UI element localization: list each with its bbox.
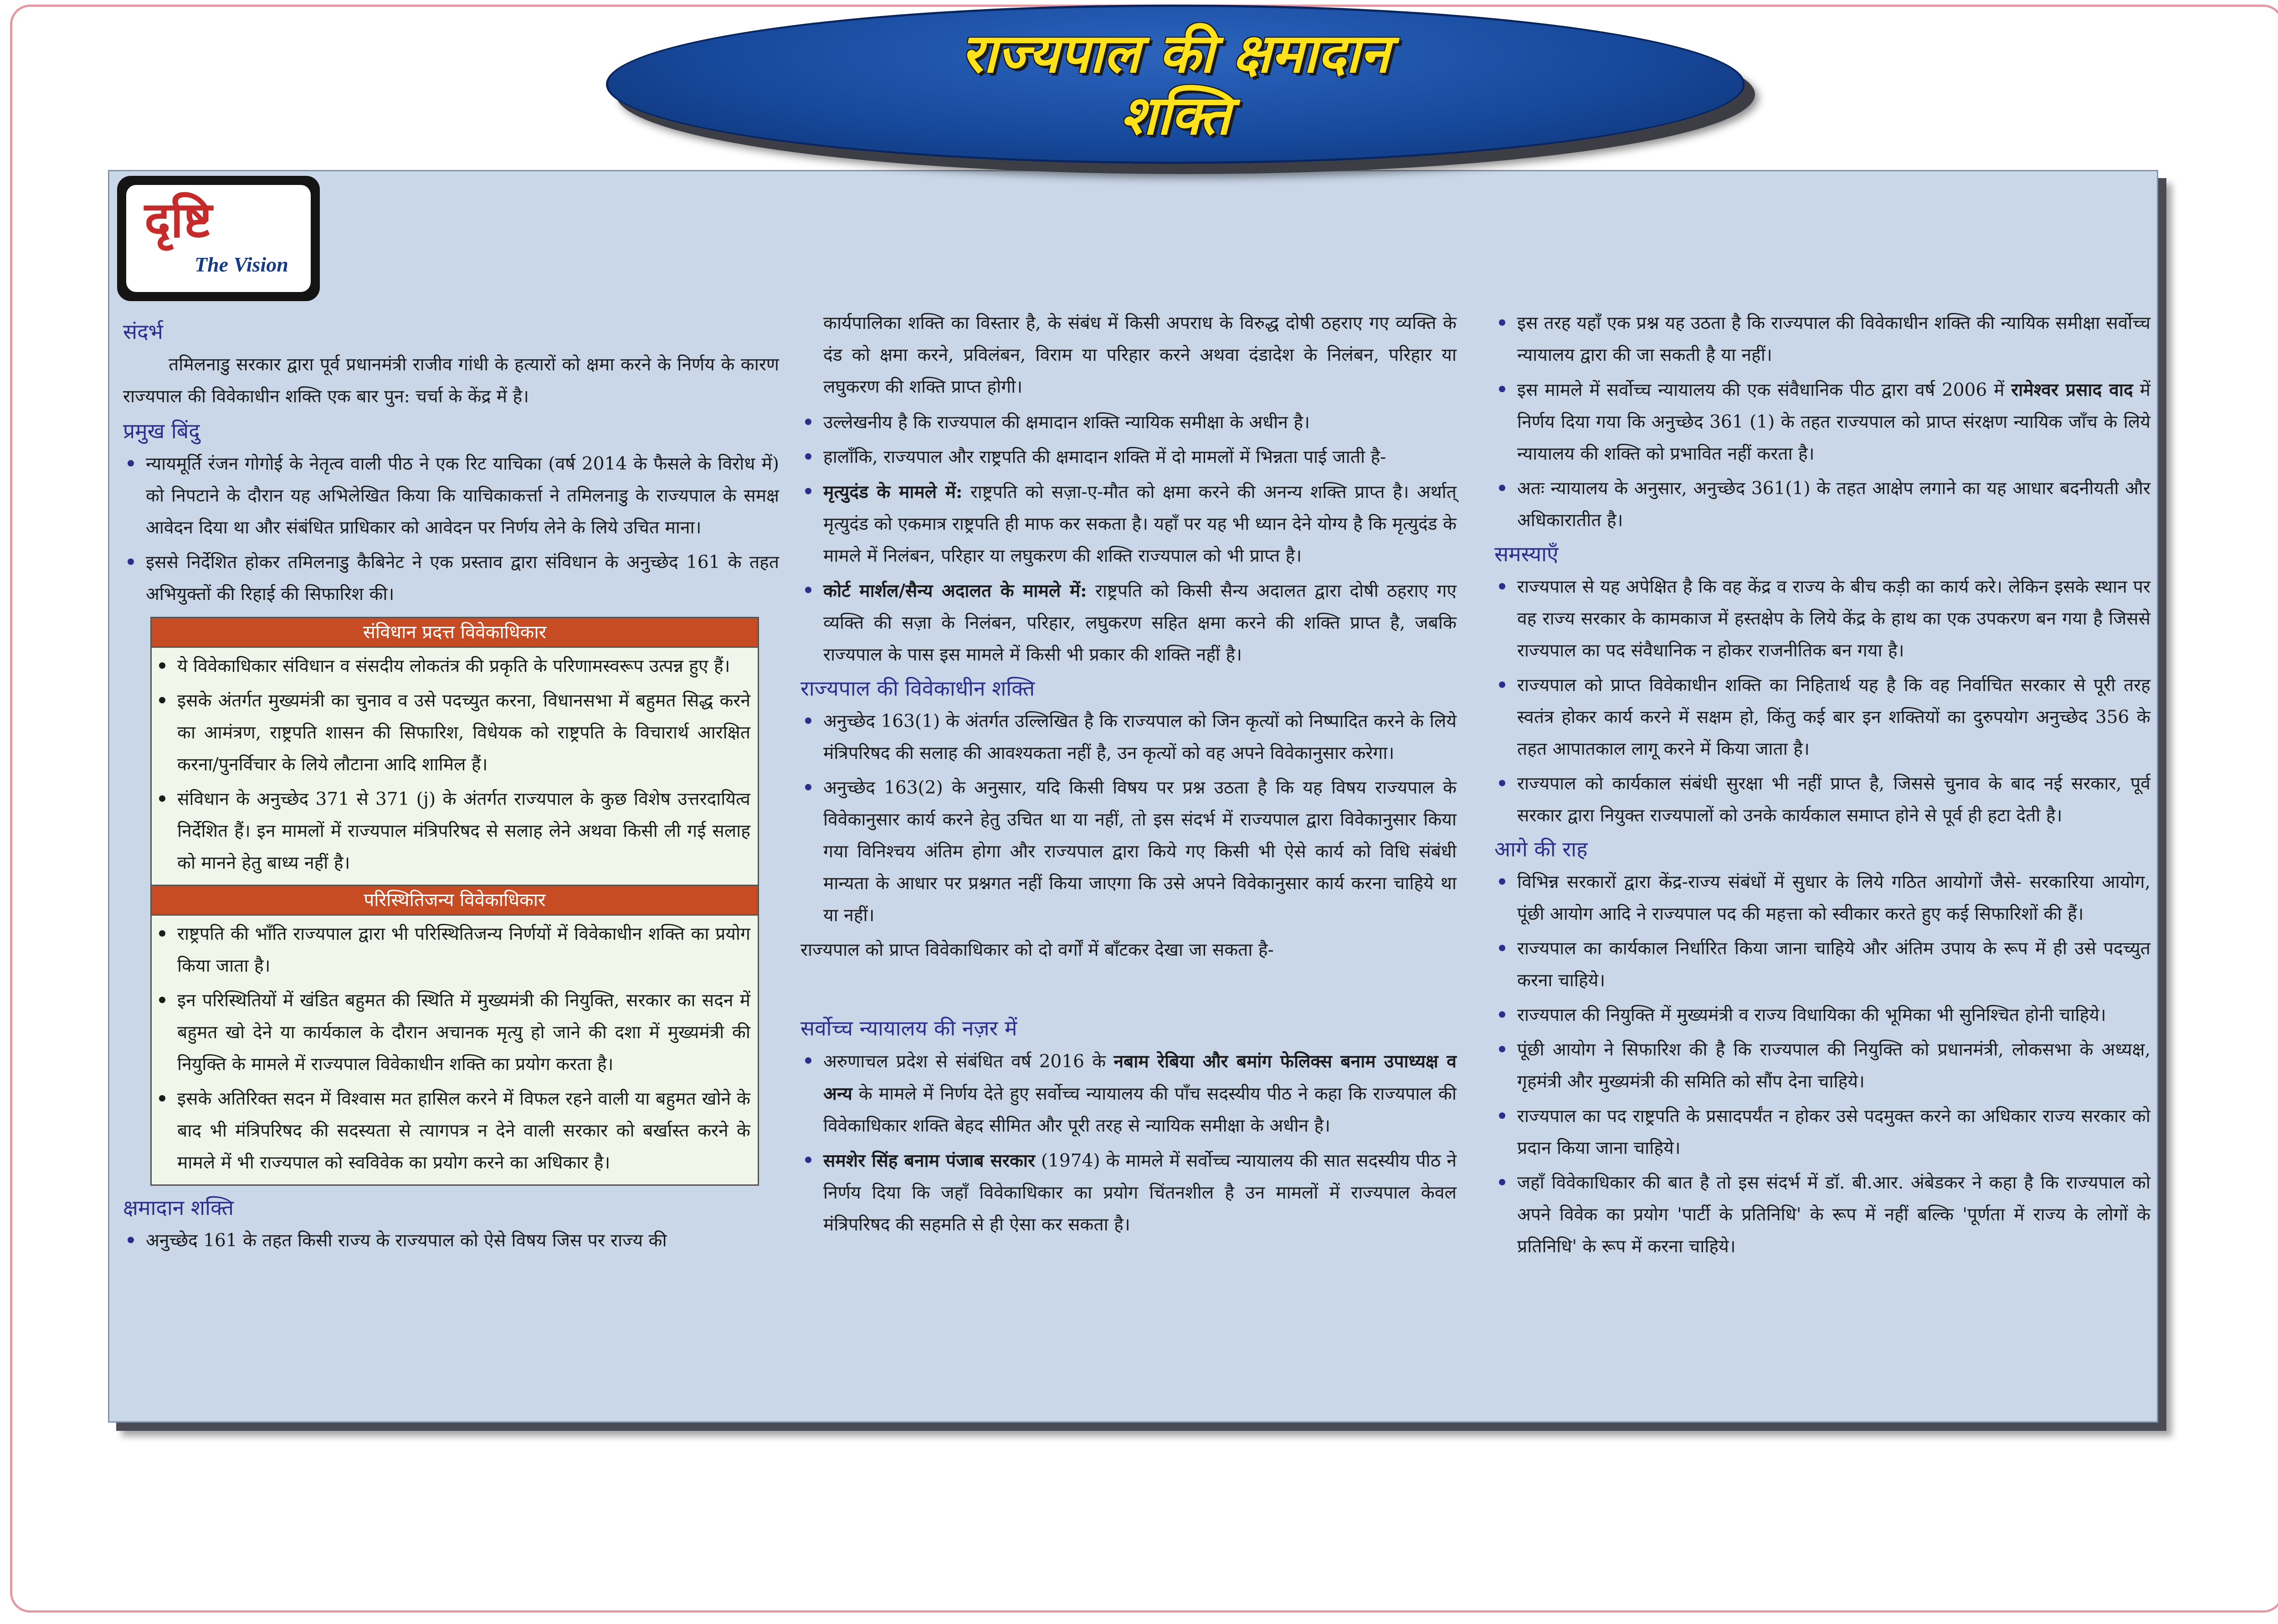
continuation-text: कार्यपालिका शक्ति का विस्तार है, के संबंध में किसी अपराध के विरुद्ध दोषी ठहराए गए व्यक्ति के दंड को क्षमा करने, प्रविलंबन, विराम या परिहार करने अथवा दंडादेश के निलंबन, परिहार या लघुकरण की शक्ति प्राप्त होगी। bbox=[823, 313, 1457, 397]
constitutional-discretion-box bbox=[150, 617, 759, 1186]
list-item: अतः न्यायालय के अनुसार, अनुच्छेद 361(1) के तहत आक्षेप लगाने का यह आधार बदनीयती और अधिकारातीत है। bbox=[1494, 473, 2150, 537]
column-2 bbox=[800, 307, 1457, 1244]
list-item: अनुच्छेद 163(2) के अनुसार, यदि किसी विषय पर प्रश्न उठता है कि यह विषय राज्यपाल के विवेकानुसार कार्य करने हेतु उचित था या नहीं, तो इस संदर्भ में राज्यपाल द्वारा विवेकानुसार किया गया विनिश्चय अंतिम होगा और राज्यपाल द्वारा किये गए किसी भी ऐसे कार्य को विधि संबंधी मान्यता के आधार पर प्रश्नगत नहीं किया जाएगा कि उसे अपने विवेकानुसार कार्य करना चाहिये था या नहीं। bbox=[800, 772, 1457, 932]
list-item: विभिन्न सरकारों द्वारा केंद्र-राज्य संबंधों में सुधार के लिये गठित आयोगों जैसे- सरकारिया आयोग, पूंछी आयोग आदि ने राज्यपाल पद की महत्ता को स्वीकार करते हुए कई सिफारिशों की हैं। bbox=[1494, 866, 2150, 930]
list-item: राज्यपाल का कार्यकाल निर्धारित किया जाना चाहिये और अंतिम उपाय के रूप में ही उसे पदच्युत करना चाहिये। bbox=[1494, 933, 2150, 997]
drishti-logo bbox=[117, 176, 320, 301]
problems-heading: समस्याएँ bbox=[1494, 542, 1559, 566]
discretion-note: राज्यपाल को प्राप्त विवेकाधिकार को दो वर्गों में बाँटकर देखा जा सकता है- bbox=[800, 940, 1274, 960]
column-1 bbox=[123, 314, 779, 1260]
list-item: जहाँ विवेकाधिकार की बात है तो इस संदर्भ में डॉ. बी.आर. अंबेडकर ने कहा है कि राज्यपाल को अपने विवेक का प्रयोग 'पार्टी के प्रतिनिधि' के रूप में नहीं बल्कि 'पूर्णता में राज्य के लोगों के प्रतिनिधि' के रूप में करना चाहिये। bbox=[1494, 1167, 2150, 1263]
list-item: कोर्ट मार्शल/सैन्य अदालत के मामले में: राष्ट्रपति को किसी सैन्य अदालत द्वारा दोषी ठहराए गए व्यक्ति की सज़ा के निलंबन, परिहार, लघुकरण सहित क्षमा करने की शक्ति प्राप्त है, जबकि राज्यपाल के पास इस मामले में किसी भी प्रकार की शक्ति नहीं है। bbox=[800, 575, 1457, 671]
list-item: राज्यपाल का पद राष्ट्रपति के प्रसादपर्यंत न होकर उसे पदमुक्त करने का अधिकार राज्य सरकार को प्रदान किया जाना चाहिये। bbox=[1494, 1101, 2150, 1164]
context-paragraph: तमिलनाडु सरकार द्वारा पूर्व प्रधानमंत्री राजीव गांधी के हत्यारों को क्षमा करने के निर्णय के कारण राज्यपाल की विवेकाधीन शक्ति एक बार पुन: चर्चा के केंद्र में है। bbox=[123, 354, 779, 407]
list-item: हालाँकि, राज्यपाल और राष्ट्रपति की क्षमादान शक्ति में दो मामलों में भिन्नता पाई जाती है- bbox=[800, 441, 1457, 473]
list-item: राज्यपाल को प्राप्त विवेकाधीन शक्ति का निहितार्थ यह है कि वह निर्वाचित सरकार से पूरी तरह स्वतंत्र होकर कार्य करने में सक्षम हो, किंतु कई बार इन शक्तियों का दुरुपयोग अनुच्छेद 356 के तहत आपातकाल लागू करने में किया जाता है। bbox=[1494, 670, 2150, 765]
logo-english-text: The Vision bbox=[195, 253, 288, 276]
title-line-1: राज्यपाल की क्षमादान bbox=[961, 22, 1390, 85]
supreme-court-heading: सर्वोच्च न्यायालय की नज़र में bbox=[800, 1016, 1017, 1040]
list-item: राज्यपाल को कार्यकाल संबंधी सुरक्षा भी नहीं प्राप्त है, जिससे चुनाव के बाद नई सरकार, पूर्व सरकार द्वारा नियुक्त राज्यपालों को उनके कार्यकाल समाप्त होने से पूर्व ही हटा देती है। bbox=[1494, 768, 2150, 832]
list-item: पूंछी आयोग ने सिफारिश की है कि राज्यपाल की नियुक्ति को प्रधानमंत्री, लोकसभा के अध्यक्ष, गृहमंत्री और मुख्यमंत्री की समिति को सौंप देना चाहिये। bbox=[1494, 1034, 2150, 1098]
discretion-heading: राज्यपाल की विवेकाधीन शक्ति bbox=[800, 676, 1035, 701]
title-line-2: शक्ति bbox=[1120, 84, 1231, 147]
list-item: इसके अंतर्गत मुख्यमंत्री का चुनाव व उसे पदच्युत करना, विधानसभा में बहुमत सिद्ध करने का आमंत्रण, राष्ट्रपति शासन की सिफारिश, विधेयक को राष्ट्रपति के विचारार्थ आरक्षित करना/पुनर्विचार के लिये लौटाना आदि शामिल हैं। bbox=[154, 685, 750, 781]
list-item: राज्यपाल से यह अपेक्षित है कि वह केंद्र व राज्य के बीच कड़ी का कार्य करे। लेकिन इसके स्थान पर वह राज्य सरकार के कामकाज में हस्तक्षेप के लिये केंद्र के हाथ का एक उपकरण बन गया है जिससे राज्यपाल का पद संवैधानिक न होकर राजनीतिक बन गया है। bbox=[1494, 571, 2150, 667]
logo-hindi-text: दृष्टि bbox=[144, 192, 212, 249]
box-heading: परिस्थितिजन्य विवेकाधिकार bbox=[152, 885, 758, 916]
list-item: इससे निर्देशित होकर तमिलनाडु कैबिनेट ने एक प्रस्ताव द्वारा संविधान के अनुच्छेद 161 के तहत अभियुक्तों की रिहाई की सिफारिश की। bbox=[123, 547, 779, 610]
way-forward-heading: आगे की राह bbox=[1494, 837, 1588, 861]
list-item: समशेर सिंह बनाम पंजाब सरकार (1974) के मामले में सर्वोच्च न्यायालय की सात सदस्यीय पीठ ने निर्णय दिया कि जहाँ विवेकाधिकार का प्रयोग चिंतनशील है उन मामलों में राज्यपाल केवल मंत्रिपरिषद की सहमति से ही ऐसा कर सकता है। bbox=[800, 1145, 1457, 1241]
list-item: इन परिस्थितियों में खंडित बहुमत की स्थिति में मुख्यमंत्री की नियुक्ति, सरकार का सदन में बहुमत खो देने या कार्यकाल के दौरान अचानक मृत्यु हो जाने की दशा में मुख्यमंत्री की नियुक्ति के मामले में राज्यपाल विवेकाधीन शक्ति का प्रयोग करता है। bbox=[154, 985, 750, 1081]
list-item: इसके अतिरिक्त सदन में विश्वास मत हासिल करने में विफल रहने वाली या बहुमत खोने के बाद भी मंत्रिपरिषद की सदस्यता से त्यागपत्र न देने वाली सरकार को बर्खास्त करने के मामले में भी राज्यपाल को स्वविवेक का प्रयोग करने का अधिकार है। bbox=[154, 1083, 750, 1179]
list-item: इस तरह यहाँ एक प्रश्न यह उठता है कि राज्यपाल की विवेकाधीन शक्ति की न्यायिक समीक्षा सर्वोच्च न्यायालय द्वारा की जा सकती है या नहीं। bbox=[1494, 307, 2150, 371]
list-item: राज्यपाल की नियुक्ति में मुख्यमंत्री व राज्य विधायिका की भूमिका भी सुनिश्चित होनी चाहिये। bbox=[1494, 999, 2150, 1031]
list-item: अनुच्छेद 161 के तहत किसी राज्य के राज्यपाल को ऐसे विषय जिस पर राज्य की bbox=[123, 1225, 779, 1257]
title-banner bbox=[606, 5, 1745, 164]
list-item: उल्लेखनीय है कि राज्यपाल की क्षमादान शक्ति न्यायिक समीक्षा के अधीन है। bbox=[800, 407, 1457, 439]
list-item: मृत्युदंड के मामले में: राष्ट्रपति को सज़ा-ए-मौत को क्षमा करने की अनन्य शक्ति प्राप्त है। अर्थात् मृत्युदंड को एकमात्र राष्ट्रपति ही माफ कर सकता है। यहाँ पर यह भी ध्यान देने योग्य है कि मृत्युदंड के मामले में निलंबन, परिहार या लघुकरण की शक्ति राज्यपाल को भी प्राप्त है। bbox=[800, 476, 1457, 572]
context-heading: संदर्भ bbox=[123, 319, 163, 344]
key-points-list bbox=[123, 448, 779, 610]
list-item: ये विवेकाधिकार संविधान व संसदीय लोकतंत्र की प्रकृति के परिणामस्वरूप उत्पन्न हुए हैं। bbox=[154, 651, 750, 682]
list-item: इस मामले में सर्वोच्च न्यायालय की एक संवैधानिक पीठ द्वारा वर्ष 2006 में रामेश्वर प्रसाद वाद में निर्णय दिया गया कि अनुच्छेद 361 (1) के तहत राज्यपाल को प्राप्त संरक्षण न्यायिक जाँच के लिये न्यायालय की शक्ति को प्रभावित नहीं करता है। bbox=[1494, 374, 2150, 470]
list-item: न्यायमूर्ति रंजन गोगोई के नेतृत्व वाली पीठ ने एक रिट याचिका (वर्ष 2014 के फैसले के विरोध में) को निपटाने के दौरान यह अभिलेखित किया कि याचिकाकर्त्ता ने तमिलनाडु के राज्यपाल के समक्ष आवेदन दिया था और संबंधित प्राधिकार को आवेदन पर निर्णय लेने के लिये उचित माना। bbox=[123, 448, 779, 544]
pardon-power-heading: क्षमादान शक्ति bbox=[123, 1195, 234, 1220]
box-heading: संविधान प्रदत्त विवेकाधिकार bbox=[152, 618, 758, 648]
list-item: अरुणाचल प्रदेश से संबंधित वर्ष 2016 के नबाम रेबिया और बमांग फेलिक्स बनाम उपाध्यक्ष व अन्य के मामले में निर्णय देते हुए सर्वोच्च न्यायालय की पाँच सदस्यीय पीठ ने कहा कि राज्यपाल की विवेकाधिकार शक्ति बेहद सीमित और पूरी तरह से न्यायिक समीक्षा के अधीन है। bbox=[800, 1045, 1457, 1142]
list-item: संविधान के अनुच्छेद 371 से 371 (j) के अंतर्गत राज्यपाल के कुछ विशेष उत्तरदायित्व निर्देशित हैं। इन मामलों में राज्यपाल मंत्रिपरिषद से सलाह लेने अथवा किसी ली गई सलाह को मानने हेतु बाध्य नहीं है। bbox=[154, 784, 750, 879]
key-points-heading: प्रमुख बिंदु bbox=[123, 419, 200, 443]
list-item: राष्ट्रपति की भाँति राज्यपाल द्वारा भी परिस्थितिजन्य निर्णयों में विवेकाधीन शक्ति का प्रयोग किया जाता है। bbox=[154, 918, 750, 982]
column-3 bbox=[1494, 307, 2150, 1265]
list-item: अनुच्छेद 163(1) के अंतर्गत उल्लिखित है कि राज्यपाल को जिन कृत्यों को निष्पादित करने के लिये मंत्रिपरिषद की सलाह की आवश्यकता नहीं है, उन कृत्यों को वह अपने विवेकानुसार करेगा। bbox=[800, 706, 1457, 769]
